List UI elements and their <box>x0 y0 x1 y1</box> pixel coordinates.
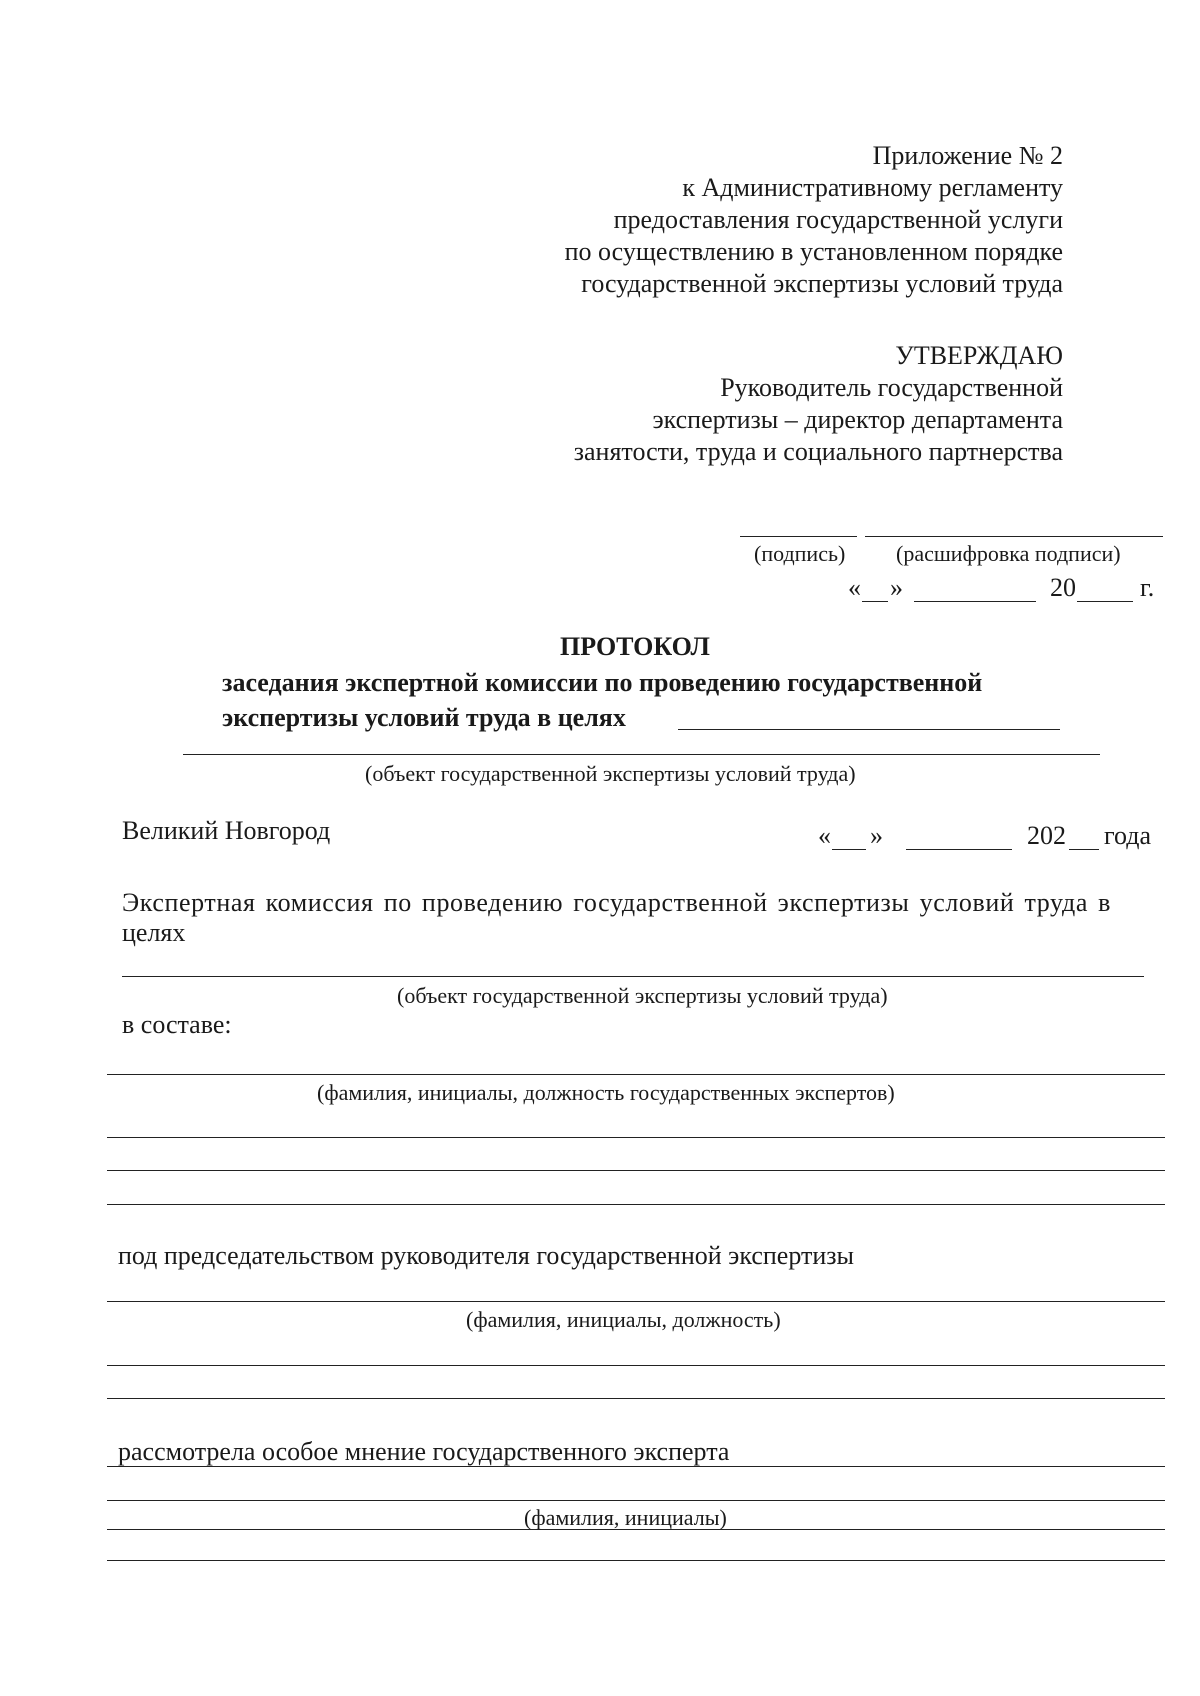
reviewed-line-4[interactable] <box>107 1560 1165 1561</box>
composition-label: в составе: <box>122 1010 232 1039</box>
signature-decode-line[interactable] <box>865 536 1163 537</box>
signature-line[interactable] <box>740 536 857 537</box>
approval-year-line[interactable] <box>1077 601 1133 602</box>
chair-line-1[interactable] <box>107 1301 1165 1302</box>
reviewed-line-1[interactable] <box>107 1466 1165 1467</box>
experts-line-1[interactable] <box>107 1074 1165 1075</box>
appendix-header <box>565 140 1063 300</box>
chair-line-2[interactable] <box>107 1365 1165 1366</box>
approval-line: экспертизы – директор департамента <box>652 405 1063 434</box>
title-line-1: заседания экспертной комиссии по проведению государственной <box>222 668 983 697</box>
appendix-line: государственной экспертизы условий труда <box>581 269 1063 298</box>
approval-line: занятости, труда и социального партнерства <box>573 437 1063 466</box>
meeting-month-line[interactable] <box>906 849 1012 850</box>
city: Великий Новгород <box>122 816 331 845</box>
approval-month-line[interactable] <box>914 601 1036 602</box>
chair-label: под председательством руководителя государственной экспертизы <box>118 1241 854 1270</box>
signature-label: (подпись) <box>754 541 846 566</box>
commission-paragraph-line-2: целях <box>122 918 186 947</box>
chair-caption: (фамилия, инициалы, должность) <box>466 1307 781 1332</box>
experts-line-2[interactable] <box>107 1137 1165 1138</box>
reviewed-label: рассмотрела особое мнение государственного эксперта <box>118 1437 730 1466</box>
approval-block <box>574 340 1063 468</box>
meeting-year-suffix: года <box>1104 821 1152 850</box>
title-object-caption: (объект государственной экспертизы условий труда) <box>365 761 856 786</box>
commission-object-line[interactable] <box>122 976 1144 977</box>
title-purpose-line[interactable] <box>678 729 1060 730</box>
appendix-line: к Административному регламенту <box>682 173 1063 202</box>
experts-caption: (фамилия, инициалы, должность государственных экспертов) <box>317 1080 895 1105</box>
meeting-date-open: « <box>818 821 831 850</box>
signature-decode-label: (расшифровка подписи) <box>896 541 1121 566</box>
approval-title: УТВЕРЖДАЮ <box>895 341 1063 370</box>
meeting-day-line[interactable] <box>832 849 866 850</box>
expert-caption: (фамилия, инициалы) <box>524 1505 727 1530</box>
title-line-2: экспертизы условий труда в целях <box>222 703 626 732</box>
experts-line-4[interactable] <box>107 1204 1165 1205</box>
title-object-line[interactable] <box>183 754 1100 755</box>
approval-date-close: » <box>890 573 903 602</box>
chair-line-3[interactable] <box>107 1398 1165 1399</box>
approval-date-suffix: г. <box>1140 573 1155 602</box>
reviewed-line-2[interactable] <box>107 1500 1165 1501</box>
approval-day-line[interactable] <box>862 601 888 602</box>
approval-year-prefix: 20 <box>1050 573 1076 602</box>
approval-line: Руководитель государственной <box>720 373 1063 402</box>
appendix-line: по осуществлению в установленном порядке <box>564 237 1063 266</box>
experts-line-3[interactable] <box>107 1170 1165 1171</box>
appendix-line: предоставления государственной услуги <box>613 205 1063 234</box>
appendix-line: Приложение № 2 <box>872 141 1063 170</box>
document-title: ПРОТОКОЛ <box>560 632 710 661</box>
meeting-year-line[interactable] <box>1069 849 1099 850</box>
approval-date-open: « <box>848 573 861 602</box>
meeting-date-close: » <box>870 821 883 850</box>
commission-paragraph-line-1: Экспертная комиссия по проведению государственной экспертизы условий труда в <box>122 888 1111 917</box>
commission-object-caption: (объект государственной экспертизы условий труда) <box>397 983 888 1008</box>
meeting-year-prefix: 202 <box>1027 821 1066 850</box>
